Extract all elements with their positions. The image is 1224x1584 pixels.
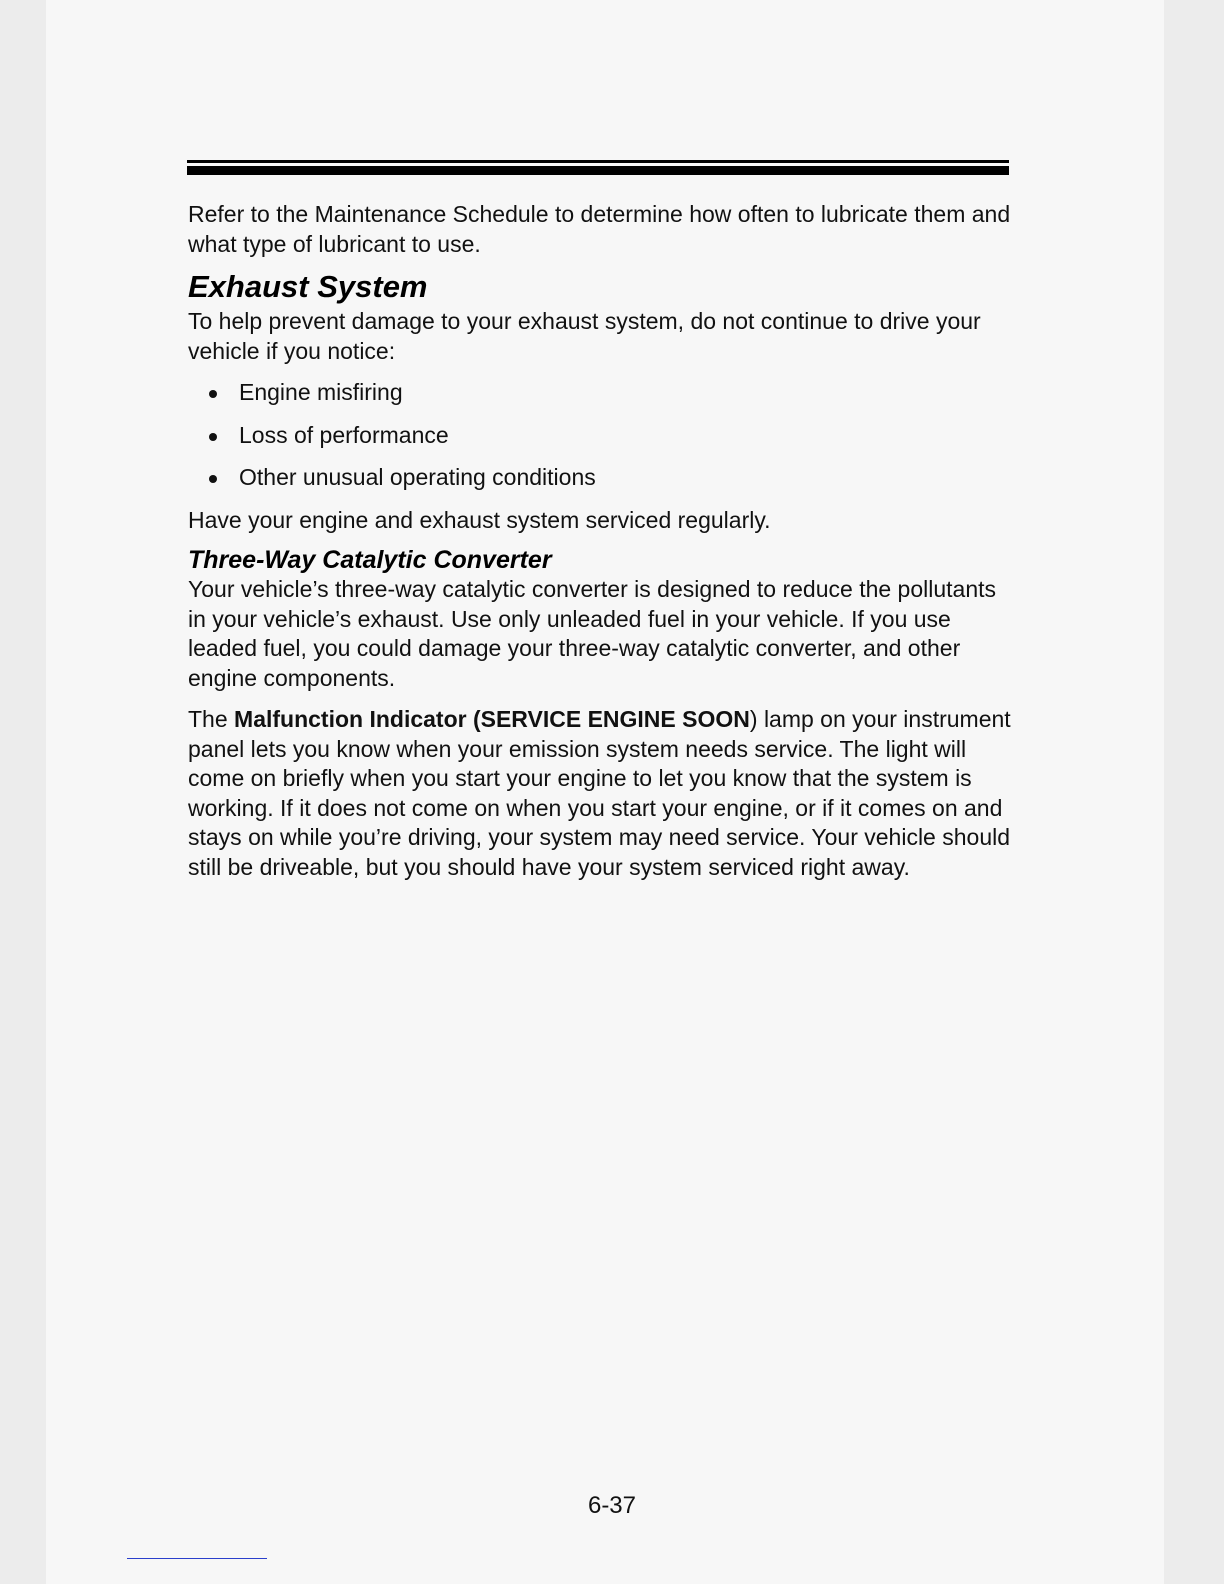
exhaust-bullet-list: [188, 378, 1018, 493]
indicator-paragraph: [188, 705, 1018, 882]
list-item: [206, 463, 1018, 493]
page-content: [188, 200, 1018, 882]
header-rule-thick: [187, 166, 1009, 175]
exhaust-closing-paragraph: Have your engine and exhaust system serviced regularly.: [188, 506, 771, 533]
indicator-suffix: ) lamp on your instrument panel lets you know when your emission system needs service. The light will come on briefly when you start your engine to let you know that the system is working. If it does not come on when you start your engine, or if it comes on and stays on while you’re driving, your system may need service. Your vehicle should still be driveable, but you should have your system serviced right away.: [188, 706, 1011, 880]
list-item-text: Engine misfiring: [239, 379, 403, 405]
indicator-prefix: The: [188, 706, 235, 732]
exhaust-heading: Exhaust System: [188, 269, 428, 304]
bullet-icon: [209, 433, 217, 441]
list-item: [206, 378, 1018, 408]
list-item: [206, 421, 1018, 451]
list-item-text: Loss of performance: [239, 421, 449, 448]
converter-heading: Three-Way Catalytic Converter: [188, 546, 552, 574]
header-rule-thin: [187, 160, 1009, 163]
converter-paragraph: Your vehicle’s three-way catalytic converter is designed to reduce the pollutants in your vehicle’s exhaust. Use only unleaded fuel in your vehicle. If you use leaded fuel, you could damage your three-way catalytic converter, and other engine components.: [188, 576, 997, 691]
intro-paragraph: Refer to the Maintenance Schedule to determine how often to lubricate them and what type of lubricant to use.: [188, 201, 1011, 257]
indicator-lamp-name: Malfunction Indicator (SERVICE ENGINE SOON: [234, 706, 750, 732]
footer-link-underline: [127, 1558, 267, 1559]
bullet-icon: [209, 390, 217, 398]
list-item-text: Other unusual operating conditions: [239, 464, 596, 490]
bullet-icon: [209, 475, 217, 483]
exhaust-lead-paragraph: To help prevent damage to your exhaust system, do not continue to drive your vehicle if you notice:: [188, 308, 981, 364]
page-number: 6-37: [587, 1492, 637, 1519]
